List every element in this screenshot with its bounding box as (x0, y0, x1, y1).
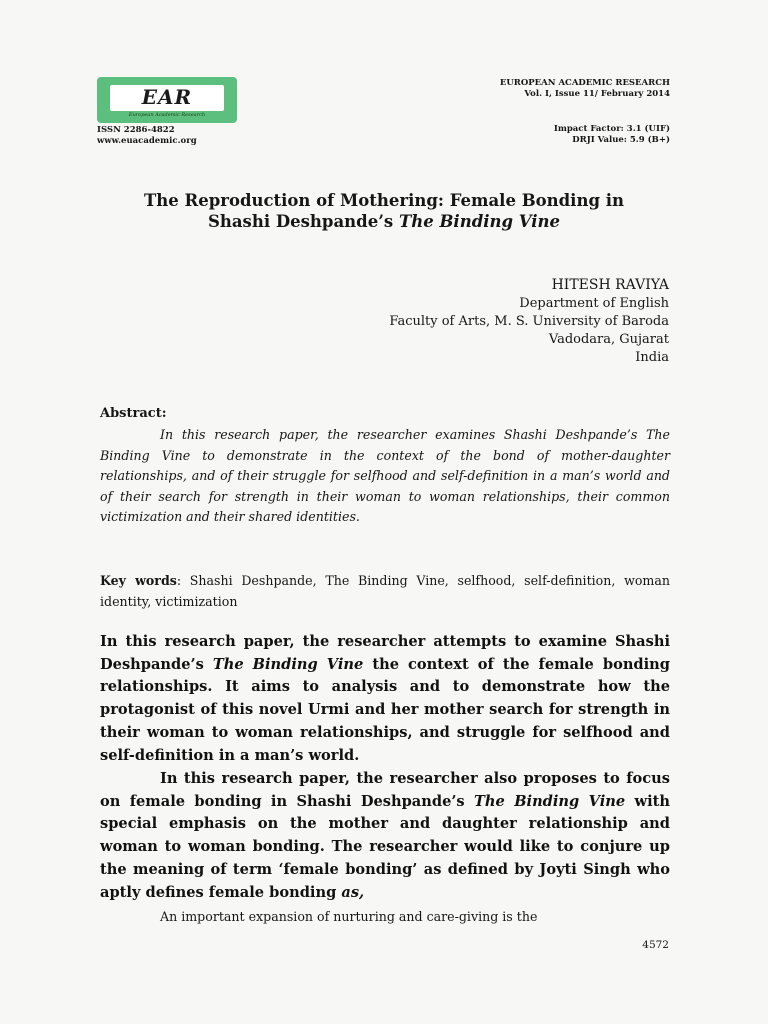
author-country: India (635, 350, 669, 365)
journal-name: EUROPEAN ACADEMIC RESEARCH (499, 78, 670, 88)
author-faculty: Faculty of Arts, M. S. University of Baroda (389, 314, 669, 329)
p1-text-a: In this research paper, the researcher attempts to examine Shashi Deshpande’s (100, 633, 670, 673)
journal-issue: Vol. I, Issue 11/ February 2014 (524, 89, 670, 99)
author-name: HITESH RAVIYA (551, 277, 669, 293)
logo-subtitle: European Academic Research (128, 112, 206, 118)
journal-info (500, 78, 670, 100)
impact-factor: Impact Factor: 3.1 (UIF) (553, 124, 670, 134)
abstract-heading: Abstract: (100, 406, 167, 421)
p2-italic: The Binding Vine (474, 792, 626, 810)
title-line-2-prefix: Shashi Deshpande’s (207, 212, 399, 231)
p1-text-b: the context of the female bonding relationships. It aims to analysis and to demonstrate how the protagonist of this novel Urmi and her mother search for strength in their woman to woman relationships, and struggle for selfhood and self-definition in a man’s world. (100, 655, 670, 764)
abstract-text: In this research paper, the researcher examines Shashi Deshpande’s The Binding Vine to demonstrate in the context of the bond of mother-daughter relationships, and of their struggle for selfhood and self-definition in a man’s world and of their search for strength in their woman to woman relationships, their common victimization and their shared identities. (100, 427, 670, 525)
issn-number: ISSN 2286-4822 (97, 125, 175, 135)
p2-text-b: with special emphasis on the mother and daughter relationship and woman to woman bonding. The researcher would like to conjure up the meaning of term ‘female bonding’ as defined by Joyti Singh who aptly defines female bonding (100, 792, 670, 901)
block-quote-start: An important expansion of nurturing and care-giving is the (160, 909, 538, 924)
title-novel-name: The Binding Vine (398, 212, 561, 231)
p2-text-a: In this research paper, the researcher also proposes to focus on female bonding in Shashi Deshpande’s (100, 770, 670, 810)
impact-info (554, 124, 670, 146)
body-paragraph-1 (100, 631, 670, 767)
author-block (389, 276, 669, 367)
paper-title (80, 190, 688, 232)
p2-italic-end: as, (341, 883, 365, 901)
keywords-label: Key words (100, 573, 177, 588)
body-paragraph-2 (100, 768, 670, 904)
title-line-2 (80, 211, 688, 232)
author-department: Department of English (519, 296, 669, 311)
journal-logo (97, 77, 237, 123)
keywords (100, 571, 670, 612)
p1-italic: The Binding Vine (212, 655, 364, 673)
logo-panel (110, 85, 224, 111)
title-line-1: The Reproduction of Mothering: Female Bonding in (143, 191, 624, 210)
logo-text: EAR (141, 85, 193, 109)
keywords-text: : Shashi Deshpande, The Binding Vine, selfhood, self-definition, woman identity, victimization (100, 573, 670, 609)
journal-website: www.euacademic.org (97, 136, 197, 146)
issn-block (97, 125, 197, 147)
author-city: Vadodara, Gujarat (548, 332, 669, 347)
drji-value: DRJI Value: 5.9 (B+) (572, 135, 670, 145)
page-number: 4572 (642, 939, 669, 951)
